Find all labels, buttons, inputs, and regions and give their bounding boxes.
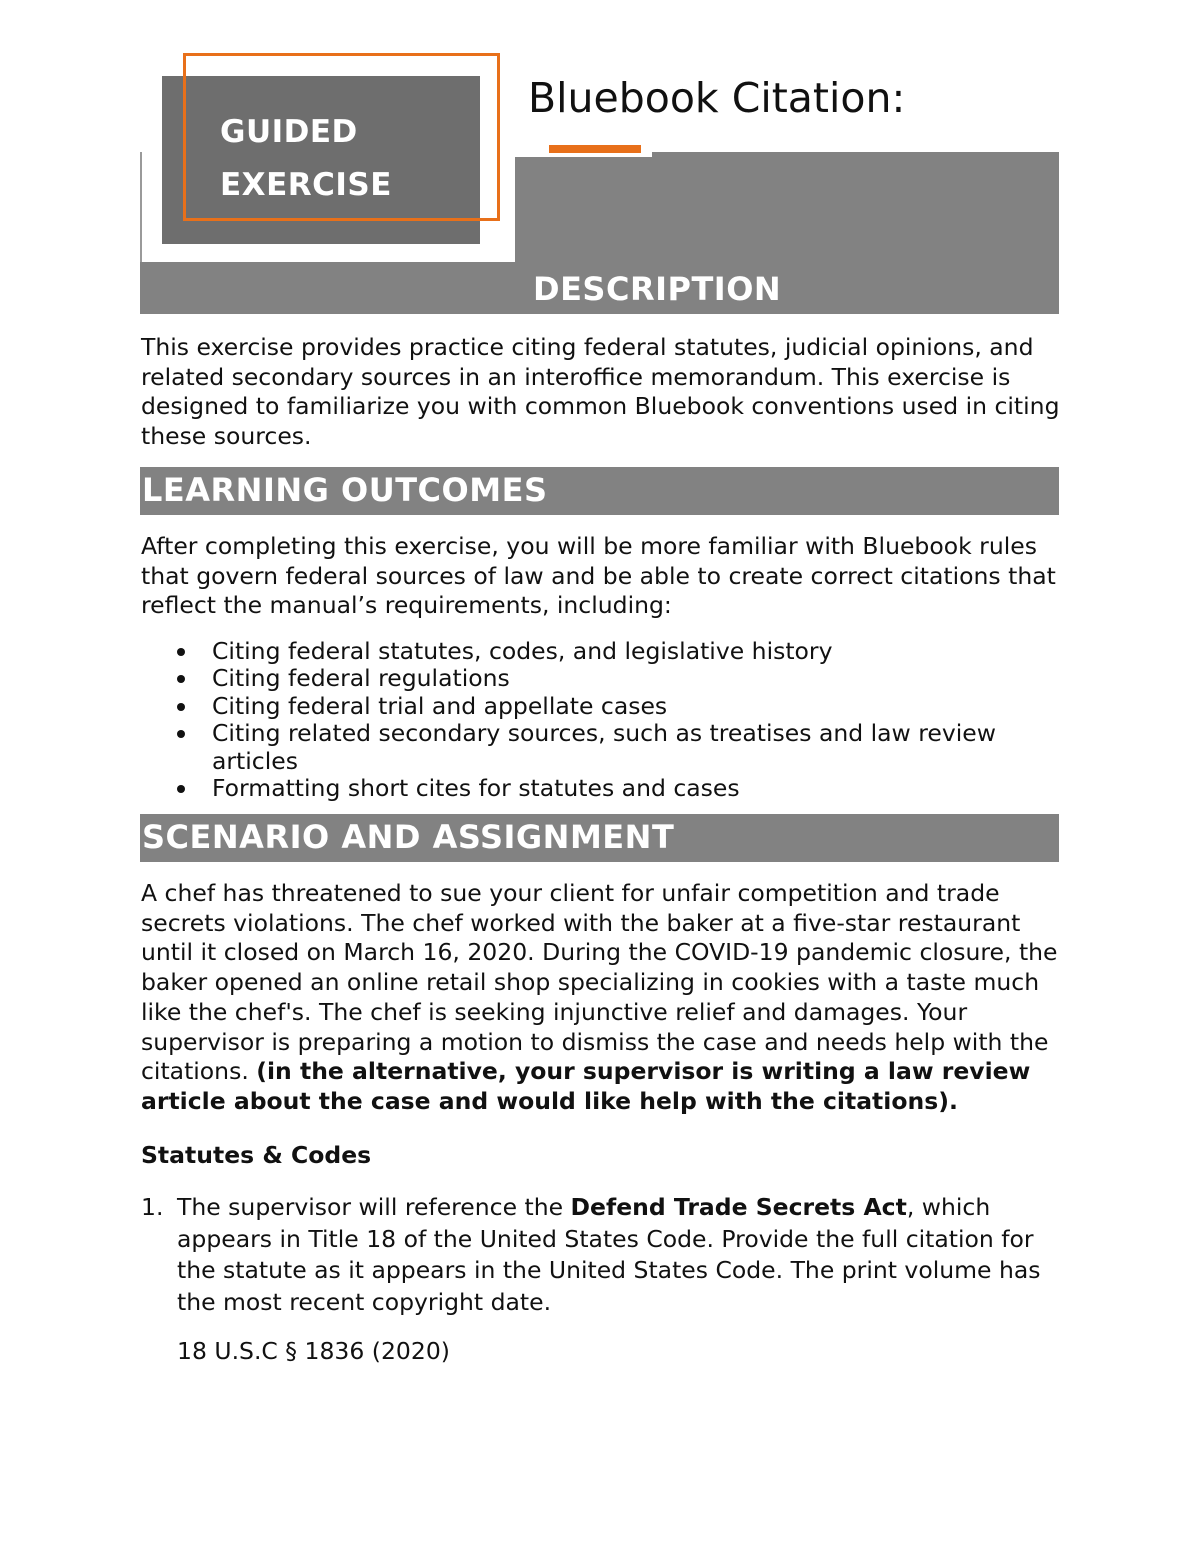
learning-outcomes-heading: LEARNING OUTCOMES [142, 471, 548, 509]
badge-text [220, 106, 392, 212]
badge-line-2: EXERCISE [220, 167, 392, 203]
learning-outcomes-bar [140, 467, 1059, 515]
learning-outcomes-list [174, 638, 1054, 802]
description-paragraph: This exercise provides practice citing federal statutes, judicial opinions, and related secondary sources in an interoffice memorandum. This exercise is designed to familiarize you with common Bluebook conventions used in citing these sources. [141, 333, 1060, 451]
scenario-bar [140, 814, 1059, 862]
scenario-paragraph [141, 879, 1061, 1117]
question-answer: 18 U.S.C § 1836 (2020) [177, 1337, 450, 1365]
badge-line-1: GUIDED [220, 114, 358, 150]
document-title: Bluebook Citation: [528, 74, 906, 122]
description-heading: DESCRIPTION [533, 270, 782, 308]
question-number: 1. [141, 1193, 164, 1221]
question-text-post: , which appears in Title 18 of the United States Code. Provide the full citation for the statute as it appears in the United States Code. The print volume has the most recent copyright date. [177, 1193, 1041, 1316]
learning-outcomes-intro: After completing this exercise, you will be more familiar with Bluebook rules that govern federal sources of law and be able to create correct citations that reflect the manual’s requirements, including: [141, 532, 1056, 620]
scenario-heading: SCENARIO AND ASSIGNMENT [142, 818, 675, 856]
question-text-pre: The supervisor will reference the [177, 1193, 571, 1221]
list-item: Formatting short cites for statutes and cases [174, 775, 1054, 802]
question-text [177, 1192, 1067, 1318]
scenario-text: A chef has threatened to sue your client for unfair competition and trade secrets violations. The chef worked with the baker at a five-star restaurant until it closed on March 16, 2020. During the COVID-19 pandemic closure, the baker opened an online retail shop specializing in cookies with a taste much like the chef's. The chef is seeking injunctive relief and damages. Your supervisor is preparing a motion to dismiss the case and needs help with the citations. [141, 879, 1058, 1086]
list-item: Citing federal statutes, codes, and legislative history [174, 638, 1054, 665]
header-left-line [140, 152, 142, 262]
scenario-bold-text: (in the alternative, your supervisor is writing a law review article about the case and would like help with the citations). [141, 1057, 1031, 1115]
statutes-heading: Statutes & Codes [141, 1141, 372, 1169]
list-item: Citing related secondary sources, such as treatises and law review articles [174, 720, 1054, 775]
list-item: Citing federal regulations [174, 665, 1054, 692]
list-item: Citing federal trial and appellate cases [174, 693, 1054, 720]
question-text-bold: Defend Trade Secrets Act [570, 1193, 907, 1221]
title-accent-bar [549, 145, 641, 153]
